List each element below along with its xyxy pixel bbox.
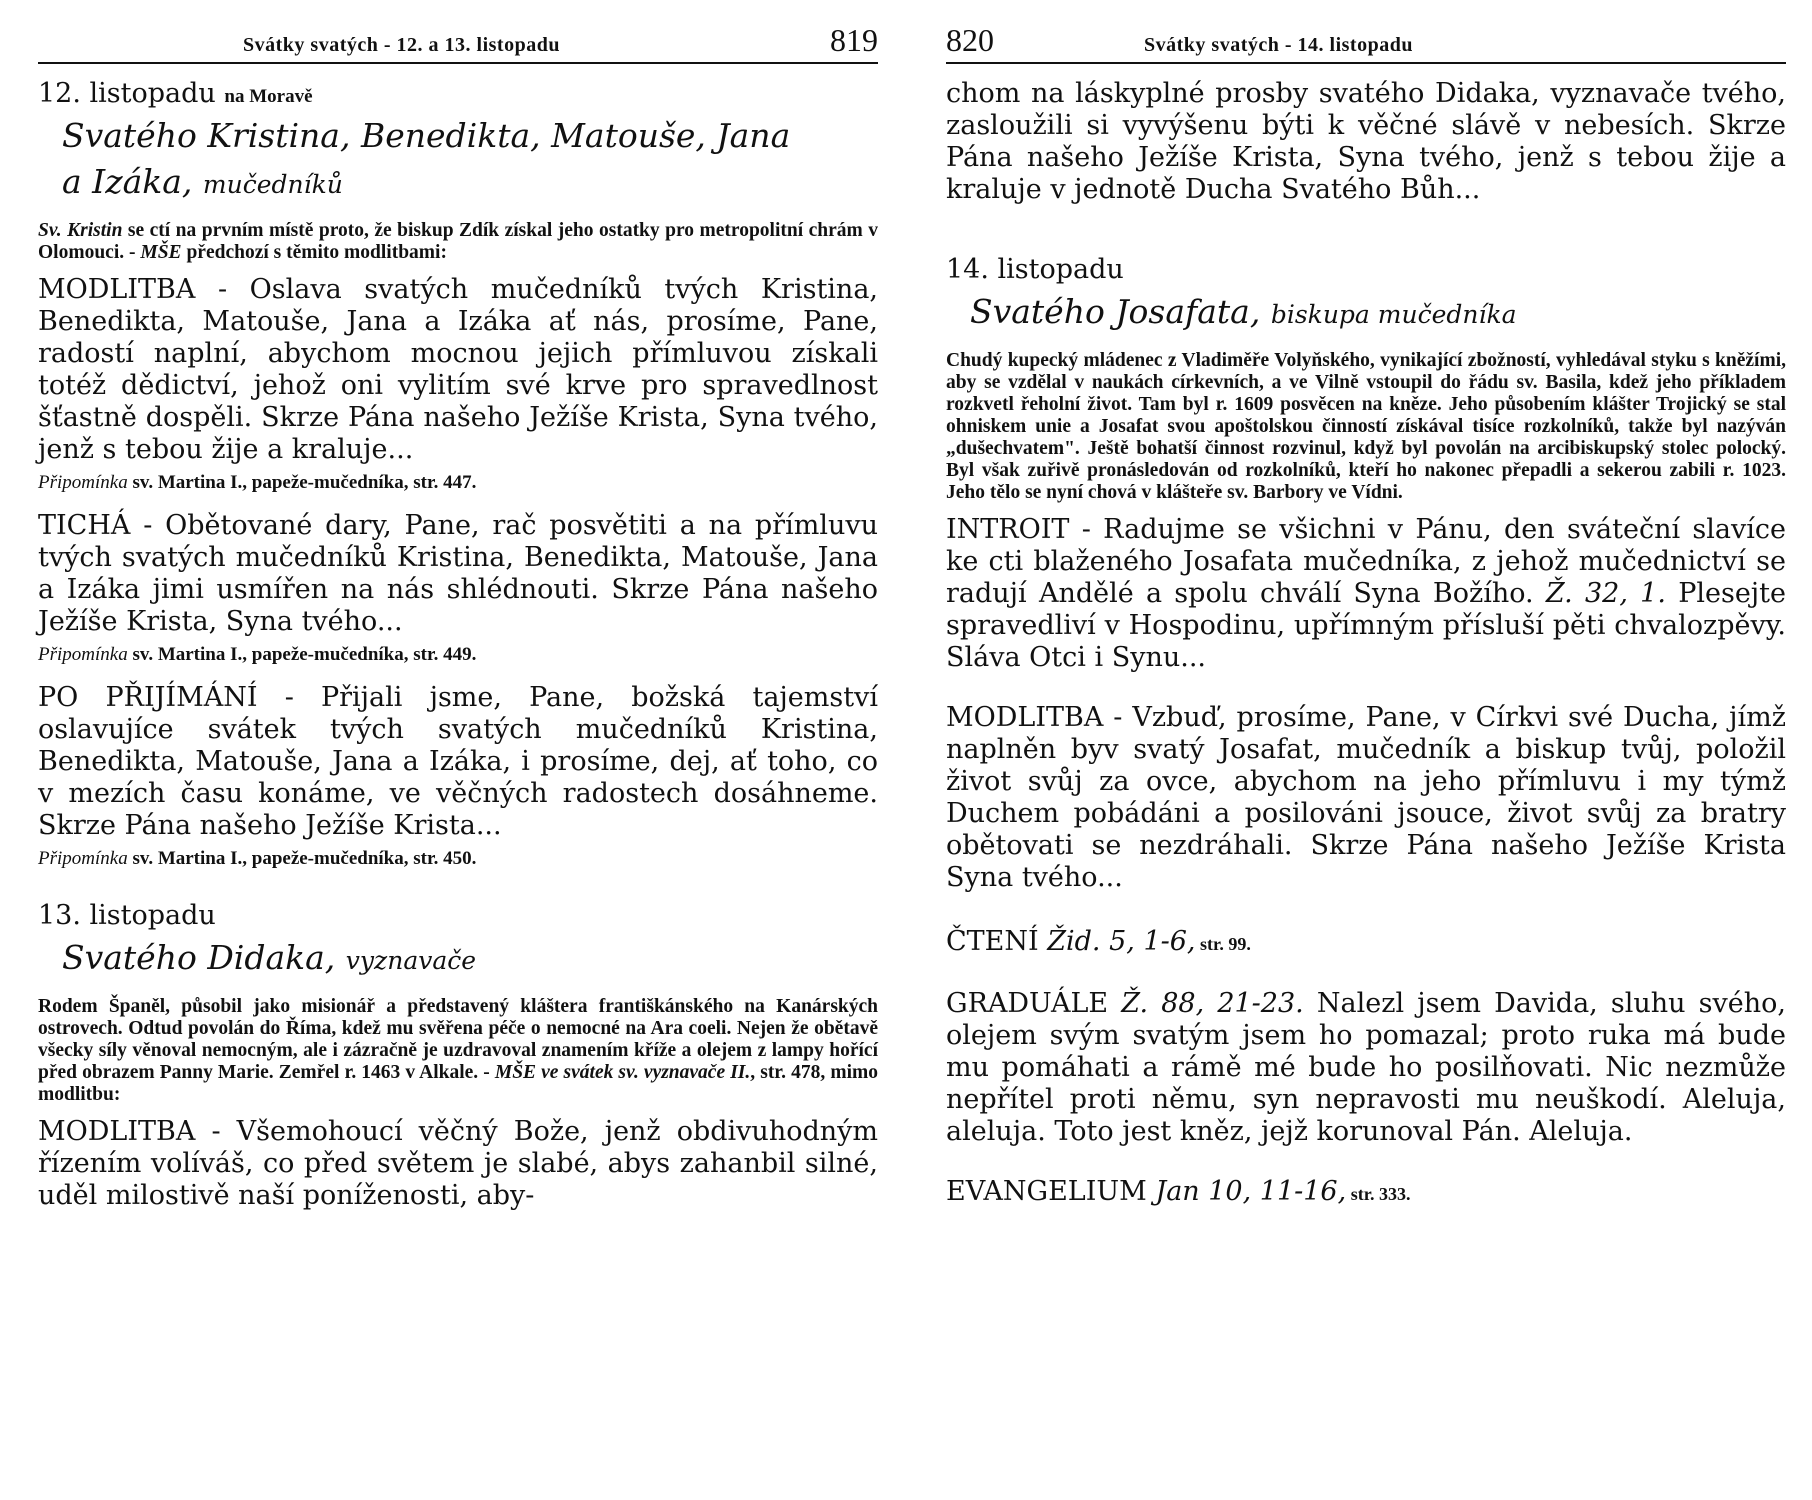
running-header-title: Svátky svatých - 12. a 13. listopadu [243,34,560,56]
feast-title-rank: mučedníků [202,170,343,199]
note-saint-name: Sv. Kristin [38,220,123,241]
page-number: 820 [946,22,994,58]
section-gap [946,680,1786,694]
feast-date-14: 14. listopadu [946,254,1124,285]
feast-date-12 [38,78,878,109]
feast-title-12 [62,113,878,208]
feast-title-names: Svatého Josafata, [970,292,1271,331]
feast-title-line-1: Svatého Kristina, Benedikta, Matouše, Jana [62,116,791,155]
graduale-text: Nalezl jsem Davida, sluhu svého, olejem svým svatým jsem ho pomazal; proto ruka má bude mu pomáhati a rámě mé bude ho posilňovati. Nic nezmůže nepřítel proti němu, syn nepravosti mu neuškodí. Aleluja, aleluja. Toto jest kněz, jejž korunoval Pán. Aleluja. [946,988,1786,1147]
prayer-label: MODLITBA [38,274,196,305]
prayer-label: PO PŘIJÍMÁNÍ [38,682,258,713]
ref-text: sv. Martina I., papeže-mučedníka, str. 447. [127,472,477,493]
commemoration-ref [38,644,878,666]
reading-label: GRADUÁLE [946,988,1109,1019]
commemoration-ref [38,472,878,494]
feast-title-rank: vyznavače [345,946,477,975]
feast-date-13: 13. listopadu [38,900,216,931]
reading-label: EVANGELIUM [946,1176,1147,1207]
section-gap [946,212,1786,240]
note-text: Rodem Španěl, působil jako misionář a představený kláštera františkánského na Kanárských ostrovech. Odtud povolán do Říma, kdež mu svěřena péče o nemocné na Ara coeli. Nejen že obětavě všecky síly věnoval nemocným, ale i zázračně je uzdravoval znamením kříže a olejem z lampy hořící před obrazem Panny Marie. Zemřel r. 1463 v Alkale. - [38,996,878,1083]
prayer-text: - Radujme se všichni v Pánu, den sváteční slavíce ke cti blaženého Josafata mučedníka, z jehož mučednictví se radují Andělé a spolu chválí Syna Božího. [946,514,1786,609]
right-page [906,0,1812,1500]
note-mass-label: MŠE [140,242,182,263]
ref-text: sv. Martina I., papeže-mučedníka, str. 449. [127,644,477,665]
note-text-end: předchozí s těmito modlitbami: [181,242,447,263]
prayer-modlitba-13 [38,1116,878,1212]
prayer-text: - Přijali jsme, Pane, božská tajemství oslavujíce svátek tvých svatých mučedníků Kristina, Benedikta, Matouše, Jana a Izáka, i prosíme, dej, ať toho, co v mezích času konáme, ve věčných radostech dosáhneme. Skrze Pána našeho Ježíše Krista... [38,682,878,841]
prayer-po-prijimani-12 [38,682,878,842]
note-mass-ref: MŠE ve svátek sv. vyznavače II. [494,1062,751,1083]
hagiography-note-13 [38,996,878,1106]
section-gap [946,900,1786,918]
section-gap [946,966,1786,980]
right-column [946,22,1786,1210]
right-page-header [946,22,1786,64]
psalm-ref: Ž. 88, 21-23. [1108,988,1304,1019]
prayer-label: MODLITBA [946,702,1104,733]
prayer-text: - Všemohoucí věčný Bože, jenž obdivuhodným řízením volíváš, co před světem je slabé, abys zahanbil silné, uděl milostivě naší poníženosti, aby- [38,1116,878,1211]
prayer-modlitba-14 [946,702,1786,894]
ref-label: Připomínka [38,644,128,665]
feast-title-14 [970,289,1786,338]
prayer-label: INTROIT [946,514,1070,545]
ref-label: Připomínka [38,848,128,869]
note-text-end: , str. 478, mimo modlitbu: [38,1062,878,1105]
prayer-ticha-12 [38,510,878,638]
page-number: 819 [830,22,878,58]
hagiography-note-12 [38,220,878,264]
note-text: se ctí na prvním místě proto, že biskup Zdík získal jeho ostatky pro metropolitní chrám v Olomouci. - [38,220,879,263]
scripture-ref: Žid. 5, 1-6, [1038,926,1196,957]
page-ref: str. 333. [1346,1184,1411,1204]
prayer-text: - Oslava svatých mučedníků tvých Kristina, Benedikta, Matouše, Jana a Izáka ať nás, prosíme, Pane, radostí naplní, abychom mocnou jejich přímluvou získali totéž dědictví, jehož oni vylitím své krve pro spravedlnost šťastně dospěli. Skrze Pána našeho Ježíše Krista, Syna tvého, jenž s tebou žije a kraluje... [38,274,878,465]
scripture-ref: Jan 10, 11-16, [1146,1176,1347,1207]
ref-text: sv. Martina I., papeže-mučedníka, str. 450. [127,848,477,869]
prayer-label: MODLITBA [38,1116,196,1147]
feast-title-13 [62,935,878,984]
prayer-label: TICHÁ [38,510,131,541]
reading-cteni [946,926,1786,960]
ref-label: Připomínka [38,472,128,493]
running-header-title: Svátky svatých - 14. listopadu [1144,34,1413,56]
page-ref: str. 99. [1195,934,1251,954]
reading-label: ČTENÍ [946,926,1039,957]
prayer-modlitba-12 [38,274,878,466]
prayer-text: - Obětované dary, Pane, rač posvětiti a na přímluvu tvých svatých mučedníků Kristina, Benedikta, Matouše, Jana a Izáka jimi usmířen na nás shlédnouti. Skrze Pána našeho Ježíše Krista, Syna tvého... [38,510,878,637]
reading-evangelium [946,1176,1786,1210]
prayer-continuation: chom na láskyplné prosby svatého Didaka, vyznavače tvého, zasloužili si vyvýšenu býti k věčné slávě v nebesích. Skrze Pána našeho Ježíše Krista, Syna tvého, jenž s tebou žije a kraluje v jednotě Ducha Svatého Bůh... [946,78,1786,205]
feast-title-rank: biskupa mučedníka [1270,300,1517,329]
left-page-header [38,22,878,64]
region-label: na Moravě [224,86,313,107]
date-label: 12. listopadu [38,78,216,109]
feast-title-line-2 [62,159,878,208]
prayer-text: - Vzbuď, prosíme, Pane, v Církvi své Ducha, jímž naplněn byv svatý Josafat, mučedník a biskup tvůj, položil život svůj za ovce, abychom na jeho přímluvu i my týmž Duchem pobádáni a posilováni jsouce, život svůj za bratry obětovati se nezdráhali. Skrze Pána našeho Ježíše Krista Syna tvého... [946,702,1786,893]
left-column [38,22,878,1212]
section-gap [946,1154,1786,1168]
hagiography-note-14: Chudý kupecký mládenec z Vladiměře Volyňského, vynikající zbožností, vyhledával styku s kněžími, aby se vzdělal v naukách církevních, a ve Vilně vstoupil do řádu sv. Basila, kdež jeho příkladem rozkvetl řeholní život. Tam byl r. 1609 posvěcen na kněze. Jeho působením klášter Trojický se stal ohniskem unie a Josafat svou apoštolskou činností získával tisíce rozkolníků, takže byl nazýván „dušechvatem". Ještě bohatší činnost rozvinul, když byl povolán na arcibiskupský stolec polocký. Byl však zuřivě pronásledován od rozkolníků, kteří ho nakonec přepadli a sekerou zabili r. 1023. Jeho tělo se nyní chová v klášteře sv. Barbory ve Vídni. [946,350,1786,503]
prayer-text-end: Plesejte spravedliví v Hospodinu, upřímným přísluší pěti chvalozpěvy. Sláva Otci i Synu... [946,578,1787,673]
feast-title-names: Svatého Didaka, [62,938,346,977]
graduale [946,988,1786,1148]
feast-title-names: a Izáka, [62,162,203,201]
introit [946,514,1786,674]
psalm-ref: Ž. 32, 1. [1545,578,1666,609]
commemoration-ref [38,848,878,870]
